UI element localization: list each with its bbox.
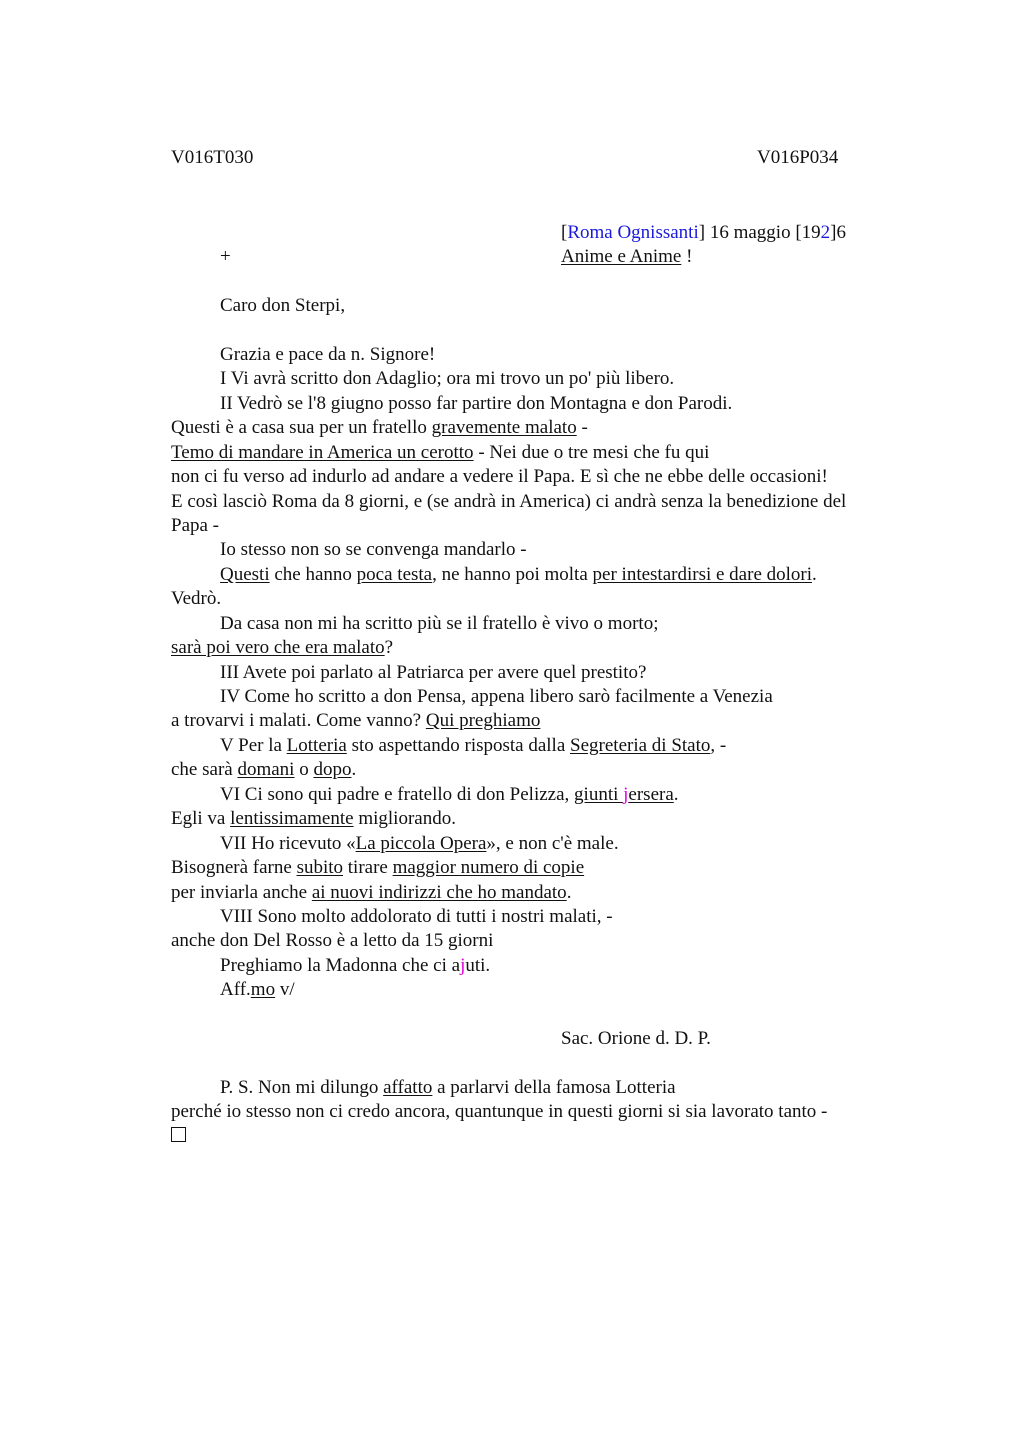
- text-run: Bisognerà farne: [171, 857, 297, 878]
- underlined-text: mo: [250, 979, 276, 1000]
- dateline-place: Roma Ognissanti: [567, 222, 699, 243]
- paragraph-2-line-3: [171, 441, 709, 465]
- text-run: -: [576, 417, 588, 438]
- text-run: - Nei due o tre mesi che fu qui: [473, 442, 710, 463]
- paragraph-2-line-1: II Vedrò se l'8 giugno posso far partire don Montagna e don Parodi.: [220, 393, 733, 414]
- underlined-text: domani: [237, 759, 295, 780]
- text-run: a trovarvi i malati. Come vanno?: [171, 710, 426, 731]
- text-run: VI Ci sono qui padre e fratello di don Pelizza,: [220, 784, 575, 805]
- text-run: migliorando.: [353, 808, 456, 829]
- text-run: VII Ho ricevuto «: [220, 833, 356, 854]
- underlined-text: giunti: [574, 784, 624, 805]
- underlined-text: sarà poi vero che era malato: [171, 637, 385, 658]
- greeting: Grazia e pace da n. Signore!: [220, 344, 436, 365]
- underlined-text: affatto: [383, 1077, 433, 1098]
- paragraph-4-line-1: IV Come ho scritto a don Pensa, appena libero sarò facilmente a Venezia: [220, 686, 773, 707]
- underlined-text: Qui preghiamo: [425, 710, 541, 731]
- postscript-line-1: [220, 1076, 676, 1100]
- underlined-text: gravemente malato: [431, 417, 577, 438]
- paragraph-5-line-1: [220, 734, 726, 758]
- text-run: che sarà: [171, 759, 238, 780]
- corrected-letter: j: [460, 955, 466, 976]
- paragraph-2-line-4: non ci fu verso ad indurlo ad andare a vedere il Papa. E sì che ne ebbe delle occasioni!: [171, 466, 828, 487]
- text-run: P. S. Non mi dilungo: [220, 1077, 384, 1098]
- paragraph-2-line-7: Io stesso non so se convenga mandarlo -: [220, 539, 527, 560]
- text-run: .: [673, 784, 679, 805]
- dateline-date: 16 maggio [19: [705, 222, 821, 243]
- dateline: [561, 221, 846, 245]
- text-run: Questi è a casa sua per un fratello: [171, 417, 432, 438]
- paragraph-8-line-1: VIII Sono molto addolorato di tutti i nostri malati, -: [220, 906, 613, 927]
- paragraph-2-line-5: E così lasciò Roma da 8 giorni, e (se andrà in America) ci andrà senza la benedizione del: [171, 491, 847, 512]
- text-run: tirare: [343, 857, 393, 878]
- text-run: Preghiamo la Madonna che ci a: [220, 955, 461, 976]
- text-run: sto aspettando risposta dalla: [346, 735, 571, 756]
- underlined-text: lentissimamente: [230, 808, 354, 829]
- text-run: , -: [710, 735, 727, 756]
- underlined-text: Segreteria di Stato: [570, 735, 711, 756]
- closing: [220, 978, 295, 1002]
- paragraph-5-line-2: [171, 758, 356, 782]
- text-run: a parlarvi della famosa Lotteria: [432, 1077, 676, 1098]
- underlined-text: La piccola Opera: [355, 833, 487, 854]
- text-run: , ne hanno poi molta: [432, 564, 593, 585]
- text-run: .: [812, 564, 817, 585]
- motto: [561, 245, 692, 269]
- paragraph-2-line-2: [171, 416, 588, 440]
- text-run: », e non c'è male.: [486, 833, 619, 854]
- paragraph-2-line-10: Da casa non mi ha scritto più se il fratello è vivo o morto;: [220, 613, 659, 634]
- header-right-code: V016P034: [757, 147, 839, 168]
- text-run: o: [294, 759, 314, 780]
- underlined-text: dopo: [313, 759, 352, 780]
- paragraph-7-line-1: [220, 832, 619, 856]
- text-run: .: [566, 882, 572, 903]
- text-run: Aff.: [220, 979, 251, 1000]
- motto-text: Anime e Anime: [561, 246, 682, 267]
- underlined-text: Lotteria: [286, 735, 347, 756]
- paragraph-2-line-8: [220, 563, 817, 587]
- paragraph-2-line-6: Papa -: [171, 515, 220, 536]
- paragraph-7-line-2: [171, 856, 584, 880]
- underlined-text: Questi: [220, 564, 270, 585]
- salutation: Caro don Sterpi,: [220, 295, 346, 316]
- corrected-letter: j: [623, 784, 629, 805]
- postscript-line-2: perché io stesso non ci credo ancora, quantunque in questi giorni si sia lavorato tanto -: [171, 1101, 828, 1122]
- dateline-date-end: ]6: [830, 222, 846, 243]
- underlined-text: maggior numero di copie: [392, 857, 585, 878]
- cross-mark: +: [220, 246, 231, 267]
- text-run: per inviarla anche: [171, 882, 312, 903]
- underlined-text: subito: [296, 857, 344, 878]
- text-run: Egli va: [171, 808, 231, 829]
- signature: Sac. Orione d. D. P.: [561, 1028, 711, 1049]
- empty-square-icon: [171, 1124, 186, 1148]
- paragraph-6-line-1: [220, 783, 679, 807]
- text-run: V Per la: [220, 735, 287, 756]
- paragraph-3: III Avete poi parlato al Patriarca per avere quel prestito?: [220, 662, 647, 683]
- dateline-open-bracket: [: [561, 222, 568, 243]
- paragraph-6-line-2: [171, 807, 456, 831]
- text-run: v/: [275, 979, 295, 1000]
- paragraph-4-line-2: [171, 709, 540, 733]
- paragraph-7-line-3: [171, 881, 571, 905]
- prayer-line: [220, 954, 490, 978]
- underlined-text: per intestardirsi e dare dolori: [592, 564, 813, 585]
- text-run: uti.: [465, 955, 491, 976]
- paragraph-1: I Vi avrà scritto don Adaglio; ora mi trovo un po' più libero.: [220, 368, 675, 389]
- text-run: che hanno: [269, 564, 357, 585]
- text-run: .: [351, 759, 357, 780]
- underlined-text: ersera: [628, 784, 674, 805]
- underlined-text: ai nuovi indirizzi che ho mandato: [311, 882, 567, 903]
- text-run: ?: [384, 637, 394, 658]
- underlined-text: Temo di mandare in America un cerotto: [171, 442, 474, 463]
- header-left-code: V016T030: [171, 147, 254, 168]
- paragraph-2-line-9: Vedrò.: [171, 588, 222, 609]
- paragraph-8-line-2: anche don Del Rosso è a letto da 15 giorni: [171, 930, 494, 951]
- dateline-close-bracket: ]: [698, 222, 706, 243]
- underlined-text: poca testa: [356, 564, 433, 585]
- dateline-year-digit: 2: [820, 222, 831, 243]
- paragraph-2-line-11: [171, 636, 393, 660]
- motto-tail: !: [681, 246, 693, 267]
